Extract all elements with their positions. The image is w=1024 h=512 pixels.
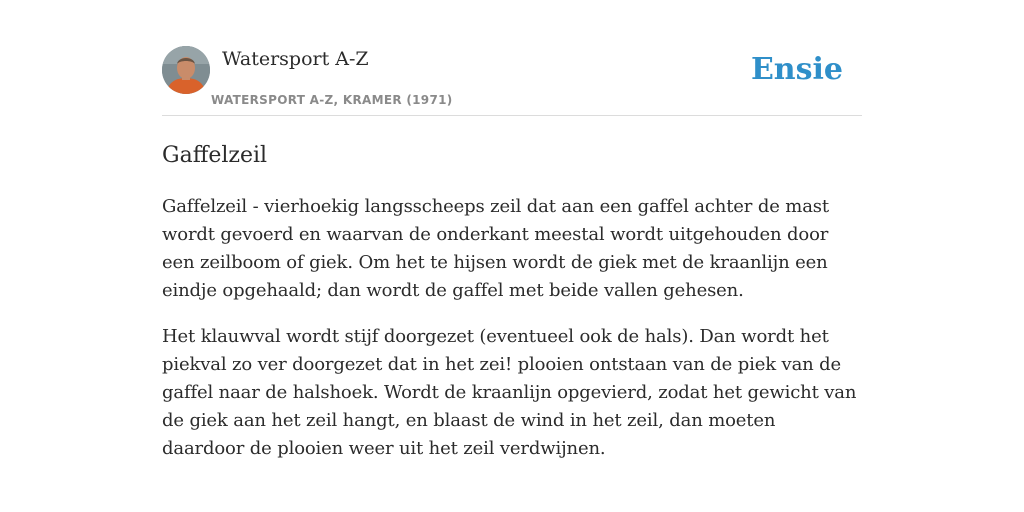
- source-citation: WATERSPORT A-Z, KRAMER (1971): [211, 93, 453, 107]
- avatar-photo-icon: [162, 46, 210, 94]
- entry-card: [162, 46, 862, 481]
- definition-paragraph: Gaffelzeil - vierhoekig langsscheeps zeil dat aan een gaffel achter de mast wordt gevoerd en waarvan de onderkant meestal wordt uitgehouden door een zeilboom of giek. Om het te hijsen wordt de giek met de kraanlijn een eindje opgehaald; dan wordt de gaffel met beide vallen gehesen.: [162, 196, 829, 301]
- brand-logo[interactable]: Ensie: [750, 52, 843, 87]
- author-avatar[interactable]: [162, 46, 210, 94]
- definition-paragraph: Het klauwval wordt stijf doorgezet (eventueel ook de hals). Dan wordt het piekval zo ver doorgezet dat in het zei! plooien ontstaan van de piek van de gaffel naar de halshoek. Wordt de kraanlijn opgevierd, zodat het gewicht van de giek aan het zeil hangt, en blaast de wind in het zeil, dan moeten daardoor de plooien weer uit het zeil verdwijnen.: [162, 326, 857, 459]
- definition-body: [162, 193, 862, 463]
- author-name[interactable]: Watersport A-Z: [222, 48, 369, 70]
- entry-header: [162, 46, 862, 116]
- term-title: Gaffelzeil: [162, 143, 268, 168]
